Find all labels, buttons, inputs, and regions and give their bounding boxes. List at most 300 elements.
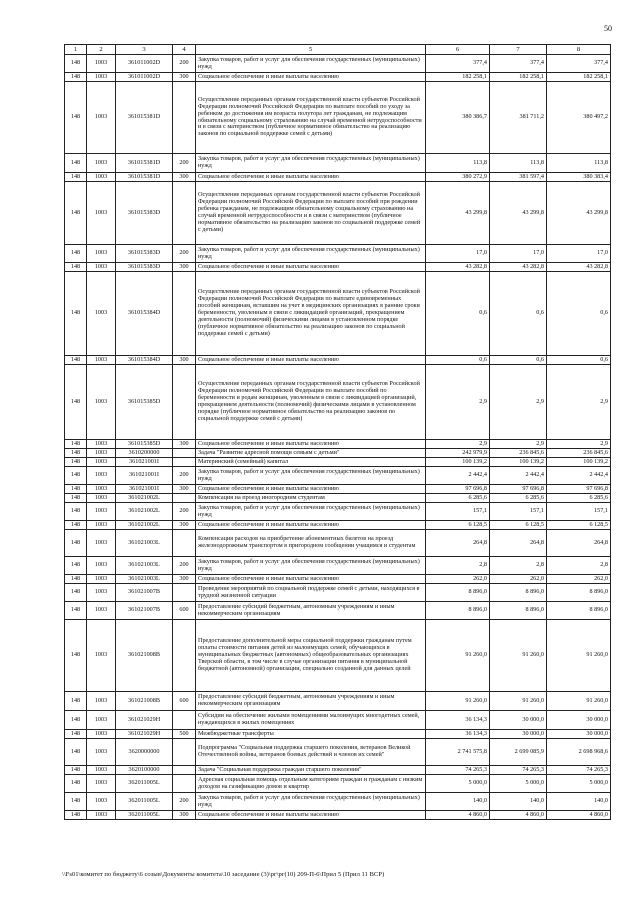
table-header-row	[65, 45, 611, 55]
cell-section-code: 1003	[87, 602, 116, 620]
footer-path: \\Fs01\комитет по бюджету\6 созыв\Документы комитета\10 заседание (3)\рг\рг(10) 209-П-6\Прил 5 (Прил 11 ВСР)	[62, 871, 385, 878]
cell-target-article: 361021002L	[116, 521, 173, 530]
cell-amount-year-3: 2,9	[547, 440, 611, 449]
cell-section-code: 1003	[87, 449, 116, 458]
cell-amount-year-1: 36 134,3	[426, 711, 490, 730]
cell-amount-year-3: 8 896,0	[547, 602, 611, 620]
table-row	[65, 449, 611, 458]
cell-description: Межбюджетные трансферты	[196, 730, 426, 739]
budget-table	[64, 44, 611, 820]
header-col-2: 2	[87, 45, 116, 55]
table-row	[65, 365, 611, 440]
cell-amount-year-1: 74 265,3	[426, 766, 490, 775]
cell-ministry-code: 148	[65, 263, 87, 272]
cell-section-code: 1003	[87, 82, 116, 154]
cell-section-code: 1003	[87, 440, 116, 449]
cell-ministry-code: 148	[65, 73, 87, 82]
cell-ministry-code: 148	[65, 458, 87, 467]
cell-amount-year-2: 97 696,8	[490, 485, 547, 494]
cell-amount-year-3: 43 299,8	[547, 182, 611, 245]
cell-expense-type	[173, 182, 196, 245]
cell-description: Осуществление переданных органам государственной власти субъектов Российской Федерации полномочий Российской Федерации по выплате пособий по беременности и родам женщинам, уволенным в связи с ликвидацией организаций, прекращением деятельности (полномочий) физическими лицами в установленном порядке (публичное нормативное обязательство на реализацию законов по социальной поддержке семей с детьми)	[196, 365, 426, 440]
page-number: 50	[604, 24, 612, 33]
cell-expense-type: 300	[173, 263, 196, 272]
cell-target-article: 361021029H	[116, 711, 173, 730]
cell-amount-year-3: 8 896,0	[547, 584, 611, 602]
cell-amount-year-1: 8 896,0	[426, 584, 490, 602]
cell-description: Закупка товаров, работ и услуг для обеспечения государственных (муниципальных) нужд	[196, 55, 426, 73]
cell-section-code: 1003	[87, 154, 116, 173]
cell-amount-year-2: 2,9	[490, 365, 547, 440]
cell-description: Закупка товаров, работ и услуг для обеспечения государственных (муниципальных) нужд	[196, 245, 426, 263]
cell-amount-year-2: 91 260,0	[490, 692, 547, 711]
cell-description: Задача "Социальная поддержка граждан старшего поколения"	[196, 766, 426, 775]
cell-amount-year-2: 381 597,4	[490, 173, 547, 182]
cell-target-article: 361021001I	[116, 458, 173, 467]
cell-ministry-code: 148	[65, 245, 87, 263]
cell-amount-year-3: 262,0	[547, 575, 611, 584]
cell-expense-type: 300	[173, 575, 196, 584]
cell-target-article: 361021002L	[116, 494, 173, 503]
cell-amount-year-3: 2,8	[547, 557, 611, 575]
cell-section-code: 1003	[87, 775, 116, 793]
cell-target-article: 361011002D	[116, 55, 173, 73]
cell-section-code: 1003	[87, 811, 116, 820]
cell-amount-year-3: 6 128,5	[547, 521, 611, 530]
cell-section-code: 1003	[87, 620, 116, 692]
cell-expense-type	[173, 584, 196, 602]
table-row	[65, 73, 611, 82]
cell-amount-year-3: 157,1	[547, 503, 611, 521]
cell-amount-year-1: 2,9	[426, 440, 490, 449]
cell-amount-year-3: 91 260,0	[547, 620, 611, 692]
table-row	[65, 793, 611, 811]
cell-amount-year-1: 264,8	[426, 530, 490, 557]
cell-amount-year-1: 242 979,9	[426, 449, 490, 458]
cell-section-code: 1003	[87, 73, 116, 82]
cell-expense-type	[173, 775, 196, 793]
table-row	[65, 692, 611, 711]
cell-expense-type: 300	[173, 811, 196, 820]
cell-expense-type	[173, 272, 196, 356]
cell-target-article: 361021003L	[116, 575, 173, 584]
cell-ministry-code: 148	[65, 503, 87, 521]
cell-description: Социальное обеспечение и иные выплаты населению	[196, 73, 426, 82]
cell-amount-year-3: 43 282,8	[547, 263, 611, 272]
cell-expense-type	[173, 620, 196, 692]
cell-description: Проведение мероприятий по социальной поддержке семей с детьми, находящихся в трудной жизненной ситуации	[196, 584, 426, 602]
table-row	[65, 245, 611, 263]
cell-amount-year-1: 100 139,2	[426, 458, 490, 467]
cell-section-code: 1003	[87, 494, 116, 503]
cell-amount-year-1: 43 282,8	[426, 263, 490, 272]
cell-target-article: 361015384D	[116, 356, 173, 365]
table-row	[65, 55, 611, 73]
cell-amount-year-2: 113,8	[490, 154, 547, 173]
cell-expense-type: 600	[173, 602, 196, 620]
table-row	[65, 620, 611, 692]
cell-section-code: 1003	[87, 692, 116, 711]
cell-description: Закупка товаров, работ и услуг для обеспечения государственных (муниципальных) нужд	[196, 503, 426, 521]
cell-amount-year-3: 30 000,0	[547, 730, 611, 739]
cell-amount-year-2: 377,4	[490, 55, 547, 73]
cell-amount-year-2: 4 860,0	[490, 811, 547, 820]
cell-section-code: 1003	[87, 557, 116, 575]
cell-section-code: 1003	[87, 365, 116, 440]
cell-target-article: 362011005L	[116, 811, 173, 820]
cell-section-code: 1003	[87, 182, 116, 245]
cell-amount-year-1: 377,4	[426, 55, 490, 73]
cell-ministry-code: 148	[65, 730, 87, 739]
cell-section-code: 1003	[87, 272, 116, 356]
cell-amount-year-2: 8 896,0	[490, 602, 547, 620]
cell-expense-type: 300	[173, 521, 196, 530]
cell-expense-type: 200	[173, 245, 196, 263]
cell-target-article: 3610200000	[116, 449, 173, 458]
cell-ministry-code: 148	[65, 620, 87, 692]
cell-amount-year-2: 6 285,6	[490, 494, 547, 503]
cell-section-code: 1003	[87, 356, 116, 365]
cell-amount-year-3: 140,0	[547, 793, 611, 811]
table-row	[65, 356, 611, 365]
cell-ministry-code: 148	[65, 55, 87, 73]
cell-target-article: 361015385D	[116, 440, 173, 449]
cell-description: Закупка товаров, работ и услуг для обеспечения государственных (муниципальных) нужд	[196, 557, 426, 575]
header-col-8: 8	[547, 45, 611, 55]
table-row	[65, 263, 611, 272]
cell-amount-year-2: 157,1	[490, 503, 547, 521]
cell-description: Осуществление переданных органам государственной власти субъектов Российской Федерации полномочий Российской Федерации по выплате пособий по уходу за ребенком до достижения им возраста полутора лет гражданам, не подлежащим обязательному социальному страхованию на случай временной нетрудоспособности и в связи с материнством (публичное нормативное обязательство на реализацию законов по социальной поддержке семей с детьми)	[196, 82, 426, 154]
table-body	[65, 55, 611, 820]
cell-target-article: 3620100000	[116, 766, 173, 775]
cell-amount-year-3: 6 285,6	[547, 494, 611, 503]
cell-target-article: 361021029H	[116, 730, 173, 739]
cell-expense-type: 200	[173, 467, 196, 485]
cell-ministry-code: 148	[65, 692, 87, 711]
cell-amount-year-2: 182 258,1	[490, 73, 547, 82]
cell-ministry-code: 148	[65, 811, 87, 820]
cell-amount-year-1: 0,6	[426, 272, 490, 356]
cell-section-code: 1003	[87, 503, 116, 521]
cell-description: Социальное обеспечение и иные выплаты населению	[196, 440, 426, 449]
cell-amount-year-3: 0,6	[547, 272, 611, 356]
cell-section-code: 1003	[87, 458, 116, 467]
cell-target-article: 361021007B	[116, 584, 173, 602]
cell-ministry-code: 148	[65, 793, 87, 811]
cell-amount-year-3: 5 000,0	[547, 775, 611, 793]
table-row	[65, 584, 611, 602]
table-row	[65, 173, 611, 182]
cell-target-article: 361015381D	[116, 173, 173, 182]
cell-target-article: 3620000000	[116, 739, 173, 766]
table-row	[65, 458, 611, 467]
cell-amount-year-2: 2 442,4	[490, 467, 547, 485]
cell-description: Компенсация на проезд иногородним студентам	[196, 494, 426, 503]
cell-expense-type: 600	[173, 692, 196, 711]
cell-section-code: 1003	[87, 584, 116, 602]
cell-amount-year-3: 182 258,1	[547, 73, 611, 82]
cell-amount-year-2: 381 711,2	[490, 82, 547, 154]
cell-ministry-code: 148	[65, 584, 87, 602]
cell-amount-year-3: 91 260,0	[547, 692, 611, 711]
cell-target-article: 361015383D	[116, 182, 173, 245]
cell-amount-year-2: 0,6	[490, 272, 547, 356]
cell-amount-year-2: 6 128,5	[490, 521, 547, 530]
cell-amount-year-3: 0,6	[547, 356, 611, 365]
table-row	[65, 440, 611, 449]
table-row	[65, 485, 611, 494]
cell-amount-year-2: 264,8	[490, 530, 547, 557]
cell-amount-year-1: 6 285,6	[426, 494, 490, 503]
cell-expense-type	[173, 494, 196, 503]
table-row	[65, 557, 611, 575]
cell-target-article: 361021008B	[116, 692, 173, 711]
cell-expense-type	[173, 711, 196, 730]
cell-ministry-code: 148	[65, 485, 87, 494]
cell-section-code: 1003	[87, 730, 116, 739]
cell-ministry-code: 148	[65, 530, 87, 557]
table-row	[65, 711, 611, 730]
cell-amount-year-1: 2 442,4	[426, 467, 490, 485]
cell-amount-year-1: 91 260,0	[426, 620, 490, 692]
cell-target-article: 361015383D	[116, 245, 173, 263]
cell-target-article: 361015385D	[116, 365, 173, 440]
cell-amount-year-2: 2,8	[490, 557, 547, 575]
cell-description: Осуществление переданных органам государственной власти субъектов Российской Федерации полномочий Российской Федерации по выплате пособий при рождении ребенка гражданам, не подлежащим обязательному социальному страхованию на случай временной нетрудоспособности и в связи с материнством (публичное нормативное обязательство на реализацию законов по социальной поддержке семей с детьми)	[196, 182, 426, 245]
table-row	[65, 182, 611, 245]
cell-expense-type: 200	[173, 503, 196, 521]
cell-amount-year-1: 5 000,0	[426, 775, 490, 793]
cell-ministry-code: 148	[65, 766, 87, 775]
cell-expense-type	[173, 766, 196, 775]
cell-amount-year-3: 74 265,3	[547, 766, 611, 775]
cell-amount-year-3: 4 860,0	[547, 811, 611, 820]
cell-ministry-code: 148	[65, 182, 87, 245]
cell-amount-year-1: 0,6	[426, 356, 490, 365]
cell-amount-year-2: 262,0	[490, 575, 547, 584]
cell-section-code: 1003	[87, 530, 116, 557]
cell-expense-type: 200	[173, 793, 196, 811]
cell-ministry-code: 148	[65, 711, 87, 730]
table-row	[65, 811, 611, 820]
table-row	[65, 775, 611, 793]
cell-section-code: 1003	[87, 485, 116, 494]
cell-amount-year-1: 36 134,3	[426, 730, 490, 739]
cell-target-article: 361011002D	[116, 73, 173, 82]
header-col-7: 7	[490, 45, 547, 55]
cell-section-code: 1003	[87, 575, 116, 584]
cell-expense-type: 300	[173, 73, 196, 82]
header-col-6: 6	[426, 45, 490, 55]
cell-ministry-code: 148	[65, 739, 87, 766]
cell-description: Закупка товаров, работ и услуг для обеспечения государственных (муниципальных) нужд	[196, 793, 426, 811]
cell-expense-type: 500	[173, 730, 196, 739]
cell-description: Предоставление субсидий бюджетным, автономным учреждениям и иным некоммерческим организациям	[196, 602, 426, 620]
cell-section-code: 1003	[87, 245, 116, 263]
cell-expense-type	[173, 82, 196, 154]
cell-section-code: 1003	[87, 739, 116, 766]
cell-amount-year-1: 380 272,9	[426, 173, 490, 182]
table-row	[65, 602, 611, 620]
table-row	[65, 154, 611, 173]
cell-section-code: 1003	[87, 173, 116, 182]
cell-expense-type	[173, 449, 196, 458]
cell-ministry-code: 148	[65, 602, 87, 620]
cell-description: Социальное обеспечение и иные выплаты населению	[196, 811, 426, 820]
cell-amount-year-1: 6 128,5	[426, 521, 490, 530]
cell-section-code: 1003	[87, 263, 116, 272]
cell-amount-year-2: 2 699 085,9	[490, 739, 547, 766]
table-row	[65, 82, 611, 154]
cell-target-article: 361021003L	[116, 557, 173, 575]
cell-ministry-code: 148	[65, 557, 87, 575]
cell-description: Предоставление дополнительной меры социальной поддержки гражданам путем оплаты стоимости питания детей из малоимущих семей, обучающихся в муниципальных бюджетных (автономных) общеобразовательных организациях Тверской области, в том числе в случае организации питания в муниципальной бюджетной (автономной) организации, специально созданной для данных целей	[196, 620, 426, 692]
cell-description: Задача "Развитие адресной помощи семьям с детьми"	[196, 449, 426, 458]
cell-amount-year-2: 2,9	[490, 440, 547, 449]
cell-amount-year-2: 43 282,8	[490, 263, 547, 272]
cell-ministry-code: 148	[65, 775, 87, 793]
cell-ministry-code: 148	[65, 356, 87, 365]
cell-expense-type: 200	[173, 557, 196, 575]
cell-target-article: 361021001I	[116, 485, 173, 494]
cell-amount-year-3: 100 139,2	[547, 458, 611, 467]
cell-expense-type: 300	[173, 173, 196, 182]
cell-amount-year-1: 97 696,8	[426, 485, 490, 494]
cell-amount-year-3: 380 497,2	[547, 82, 611, 154]
cell-description: Закупка товаров, работ и услуг для обеспечения государственных (муниципальных) нужд	[196, 154, 426, 173]
cell-amount-year-1: 43 299,8	[426, 182, 490, 245]
cell-amount-year-3: 97 696,8	[547, 485, 611, 494]
header-col-1: 1	[65, 45, 87, 55]
cell-amount-year-3: 377,4	[547, 55, 611, 73]
cell-amount-year-1: 2 741 575,8	[426, 739, 490, 766]
cell-expense-type: 300	[173, 485, 196, 494]
header-col-3: 3	[116, 45, 173, 55]
cell-target-article: 361021008B	[116, 620, 173, 692]
cell-section-code: 1003	[87, 766, 116, 775]
cell-expense-type: 300	[173, 440, 196, 449]
cell-expense-type: 200	[173, 154, 196, 173]
cell-amount-year-1: 8 896,0	[426, 602, 490, 620]
table-row	[65, 503, 611, 521]
cell-target-article: 361021003L	[116, 530, 173, 557]
cell-ministry-code: 148	[65, 521, 87, 530]
cell-target-article: 361015381D	[116, 154, 173, 173]
cell-amount-year-3: 264,8	[547, 530, 611, 557]
table-row	[65, 494, 611, 503]
table-row	[65, 739, 611, 766]
cell-amount-year-1: 2,9	[426, 365, 490, 440]
cell-amount-year-1: 182 258,1	[426, 73, 490, 82]
cell-ministry-code: 148	[65, 365, 87, 440]
cell-description: Материнский (семейный) капитал	[196, 458, 426, 467]
cell-amount-year-2: 30 000,0	[490, 730, 547, 739]
cell-amount-year-2: 74 265,3	[490, 766, 547, 775]
cell-description: Социальное обеспечение и иные выплаты населению	[196, 521, 426, 530]
cell-target-article: 362011005L	[116, 775, 173, 793]
cell-ministry-code: 148	[65, 575, 87, 584]
cell-expense-type	[173, 365, 196, 440]
table-row	[65, 272, 611, 356]
cell-expense-type: 300	[173, 356, 196, 365]
cell-ministry-code: 148	[65, 173, 87, 182]
cell-description: Осуществление переданных органам государственной власти субъектов Российской Федерации полномочий Российской Федерации по выплате единовременных пособий женщинам, вставшим на учет в медицинских организациях в ранние сроки беременности, уволенным в связи с ликвидацией организаций, прекращением деятельности (полномочий) физическими лицами в установленном порядке (публичное нормативное обязательство на реализацию законов по социальной поддержке семей с детьми)	[196, 272, 426, 356]
cell-amount-year-2: 8 896,0	[490, 584, 547, 602]
cell-ministry-code: 148	[65, 440, 87, 449]
table-row	[65, 730, 611, 739]
cell-amount-year-1: 17,0	[426, 245, 490, 263]
cell-description: Адресная социальная помощь отдельным категориям граждан и гражданам с низким доходом на газификацию домов и квартир	[196, 775, 426, 793]
cell-amount-year-2: 91 260,0	[490, 620, 547, 692]
cell-description: Предоставление субсидий бюджетным, автономным учреждениям и иным некоммерческим организациям	[196, 692, 426, 711]
cell-amount-year-3: 2 698 968,6	[547, 739, 611, 766]
cell-ministry-code: 148	[65, 272, 87, 356]
table-row	[65, 575, 611, 584]
cell-expense-type	[173, 458, 196, 467]
cell-description: Социальное обеспечение и иные выплаты населению	[196, 485, 426, 494]
header-col-4: 4	[173, 45, 196, 55]
cell-description: Субсидии на обеспечение жилыми помещениями малоимущих многодетных семей, нуждающихся в жилых помещениях	[196, 711, 426, 730]
cell-amount-year-1: 91 260,0	[426, 692, 490, 711]
cell-section-code: 1003	[87, 55, 116, 73]
cell-amount-year-1: 140,0	[426, 793, 490, 811]
cell-target-article: 361015383D	[116, 263, 173, 272]
cell-amount-year-1: 157,1	[426, 503, 490, 521]
table-row	[65, 766, 611, 775]
cell-ministry-code: 148	[65, 494, 87, 503]
cell-section-code: 1003	[87, 711, 116, 730]
cell-section-code: 1003	[87, 521, 116, 530]
cell-amount-year-1: 4 860,0	[426, 811, 490, 820]
cell-amount-year-3: 2 442,4	[547, 467, 611, 485]
cell-ministry-code: 148	[65, 82, 87, 154]
cell-amount-year-2: 17,0	[490, 245, 547, 263]
cell-section-code: 1003	[87, 467, 116, 485]
cell-ministry-code: 148	[65, 467, 87, 485]
table-row	[65, 530, 611, 557]
table-row	[65, 467, 611, 485]
cell-target-article: 361021002L	[116, 503, 173, 521]
cell-description: Социальное обеспечение и иные выплаты населению	[196, 575, 426, 584]
cell-amount-year-3: 113,8	[547, 154, 611, 173]
cell-target-article: 361015381D	[116, 82, 173, 154]
cell-target-article: 361015384D	[116, 272, 173, 356]
cell-amount-year-3: 2,9	[547, 365, 611, 440]
cell-amount-year-3: 236 845,6	[547, 449, 611, 458]
cell-amount-year-2: 236 845,6	[490, 449, 547, 458]
cell-ministry-code: 148	[65, 449, 87, 458]
cell-expense-type	[173, 530, 196, 557]
cell-amount-year-1: 262,0	[426, 575, 490, 584]
cell-amount-year-2: 30 000,0	[490, 711, 547, 730]
cell-section-code: 1003	[87, 793, 116, 811]
cell-amount-year-2: 140,0	[490, 793, 547, 811]
cell-amount-year-1: 2,8	[426, 557, 490, 575]
cell-description: Социальное обеспечение и иные выплаты населению	[196, 356, 426, 365]
cell-expense-type	[173, 739, 196, 766]
table-row	[65, 521, 611, 530]
cell-amount-year-1: 380 386,7	[426, 82, 490, 154]
cell-description: Компенсация расходов на приобретение абонементных билетов на проезд железнодорожным транспортом в пригородном сообщении учащимся и студентам	[196, 530, 426, 557]
header-col-5: 5	[196, 45, 426, 55]
cell-target-article: 361021001I	[116, 467, 173, 485]
cell-amount-year-2: 100 139,2	[490, 458, 547, 467]
cell-description: Социальное обеспечение и иные выплаты населению	[196, 263, 426, 272]
cell-amount-year-1: 113,8	[426, 154, 490, 173]
cell-amount-year-2: 0,6	[490, 356, 547, 365]
cell-ministry-code: 148	[65, 154, 87, 173]
cell-amount-year-3: 380 383,4	[547, 173, 611, 182]
